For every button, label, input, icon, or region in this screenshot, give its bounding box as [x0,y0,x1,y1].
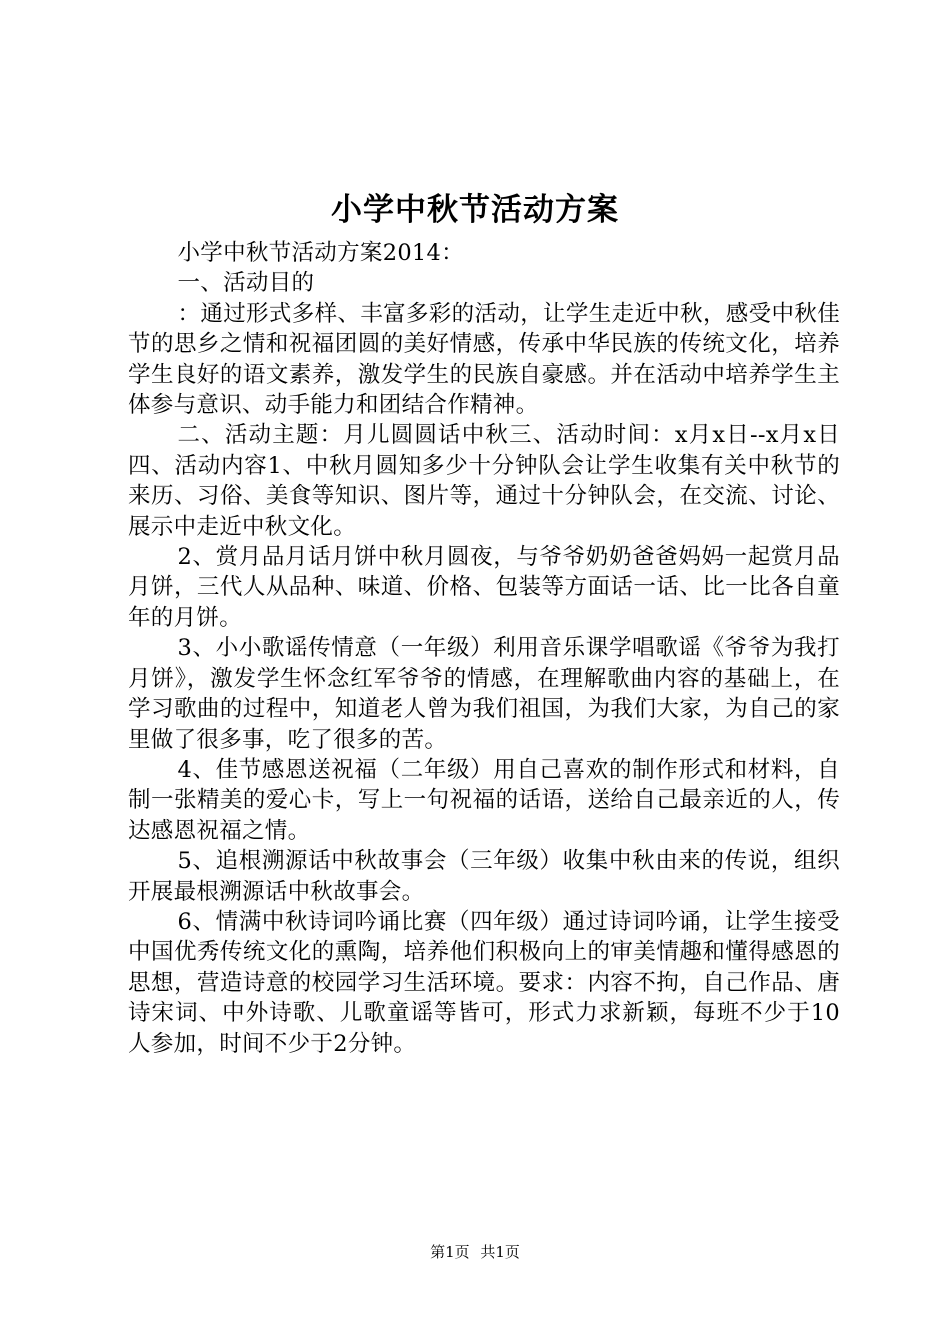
page-number-total: 共1页 [480,1243,520,1261]
paragraph-theme-time-content: 二、活动主题：月儿圆圆话中秋三、活动时间：x月x日--x月x日四、活动内容1、中秋月圆知多少十分钟队会让学生收集有关中秋节的来历、习俗、美食等知识、图片等，通过十分钟队会，在交流、讨论、展示中走近中秋文化。 [128,422,840,540]
page-footer [0,1242,950,1262]
paragraph-item-2: 2、赏月品月话月饼中秋月圆夜，与爷爷奶奶爸爸妈妈一起赏月品月饼，三代人从品种、味道、价格、包装等方面话一话、比一比各自童年的月饼。 [128,544,840,631]
paragraph-item-5: 5、追根溯源话中秋故事会（三年级）收集中秋由来的传说，组织开展最根溯源话中秋故事会。 [128,848,840,905]
paragraph-heading-purpose: 一、活动目的 [177,270,315,297]
document-title: 小学中秋节活动方案 [331,192,619,228]
paragraph-item-4: 4、佳节感恩送祝福（二年级）用自己喜欢的制作形式和材料，自制一张精美的爱心卡，写上一句祝福的话语，送给自己最亲近的人，传达感恩祝福之情。 [128,756,840,844]
page-number-current: 第1页 [430,1243,470,1261]
document-body [128,238,840,1059]
paragraph-item-3: 3、小小歌谣传情意（一年级）利用音乐课学唱歌谣《爷爷为我打月饼》，激发学生怀念红军爷爷的情感，在理解歌曲内容的基础上，在学习歌曲的过程中，知道老人曾为我们祖国，为我们大家，为自己的家里做了很多事，吃了很多的苦。 [128,635,840,753]
paragraph-intro: 小学中秋节活动方案2014： [177,240,464,266]
paragraph-purpose: ：通过形式多样、丰富多彩的活动，让学生走近中秋，感受中秋佳节的思乡之情和祝福团圆的美好情感，传承中华民族的传统文化，培养学生良好的语文素养，激发学生的民族自豪感。并在活动中培养学生主体参与意识、动手能力和团结合作精神。 [128,300,840,419]
paragraph-item-6: 6、情满中秋诗词吟诵比赛（四年级）通过诗词吟诵，让学生接受中国优秀传统文化的熏陶，培养他们积极向上的审美情趣和懂得感恩的思想，营造诗意的校园学习生活环境。要求：内容不拘，自己作品、唐诗宋词、中外诗歌、儿歌童谣等皆可，形式力求新颖，每班不少于10人参加，时间不少于2分钟。 [128,908,840,1057]
